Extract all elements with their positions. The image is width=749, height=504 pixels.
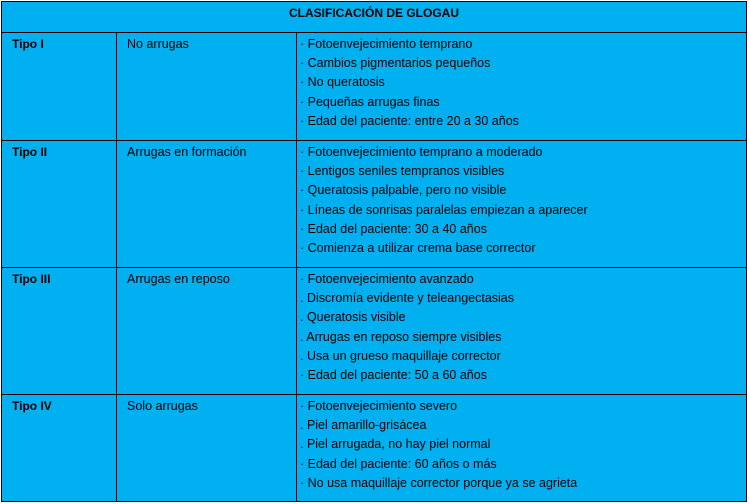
list-item: · Edad del paciente: 30 a 40 años [300, 221, 487, 236]
list-item: · Fotoenvejecimiento avanzado [300, 272, 474, 286]
characteristics-list [300, 399, 577, 495]
list-item: . Discromía evidente y teleangectasias [300, 291, 514, 306]
list-item: · Fotoenvejecimiento severo [300, 399, 458, 413]
list-item: . Piel arrugada, no hay piel normal [300, 437, 491, 452]
list-item: . Arrugas en reposo siempre visibles [300, 329, 502, 344]
list-item: · Fotoenvejecimiento temprano a moderado [300, 145, 543, 159]
tipo-description: Solo arrugas [127, 399, 198, 413]
glogau-table [1, 1, 747, 502]
tipo-description: No arrugas [127, 37, 189, 51]
tipo-label: Tipo II [12, 145, 48, 159]
list-item: · Cambios pigmentarios pequeños [300, 56, 491, 71]
characteristics-list [300, 37, 519, 133]
characteristics-list [300, 145, 588, 260]
list-item: · Edad del paciente: 50 a 60 años [300, 367, 487, 382]
list-item: · Edad del paciente: 60 años o más [300, 456, 497, 471]
list-item: . Piel amarillo-grisácea [300, 418, 427, 433]
list-item: · Fotoenvejecimiento temprano [300, 37, 473, 51]
list-item: · No queratosis [300, 75, 385, 90]
characteristics-list [300, 272, 514, 387]
table-title-row [2, 2, 746, 33]
table-row-tipo-1 [2, 33, 746, 141]
list-item: · Pequeñas arrugas finas [300, 94, 440, 109]
list-item: . Usa un grueso maquillaje corrector [300, 348, 501, 363]
list-item: · No usa maquillaje corrector porque ya se agrieta [300, 475, 578, 490]
list-item: · Edad del paciente: entre 20 a 30 años [300, 113, 519, 128]
list-item: · Comienza a utilizar crema base corrector [300, 240, 536, 255]
tipo-description: Arrugas en formación [127, 145, 247, 159]
list-item: · Lentigos seniles tempranos visibles [300, 164, 505, 179]
table-title: CLASIFICACIÓN DE GLOGAU [289, 6, 459, 20]
list-item: · Queratosis palpable, pero no visible [300, 183, 507, 198]
list-item: · Líneas de sonrisas paralelas empiezan a aparecer [300, 202, 588, 217]
tipo-label: Tipo I [12, 37, 44, 51]
tipo-label: Tipo IV [12, 399, 52, 413]
tipo-description: Arrugas en reposo [127, 272, 230, 286]
tipo-label: Tipo III [12, 272, 51, 286]
table-row-tipo-2 [2, 141, 746, 268]
table-row-tipo-4 [2, 395, 746, 501]
list-item: . Queratosis visible [300, 310, 406, 325]
table-row-tipo-3 [2, 268, 746, 395]
